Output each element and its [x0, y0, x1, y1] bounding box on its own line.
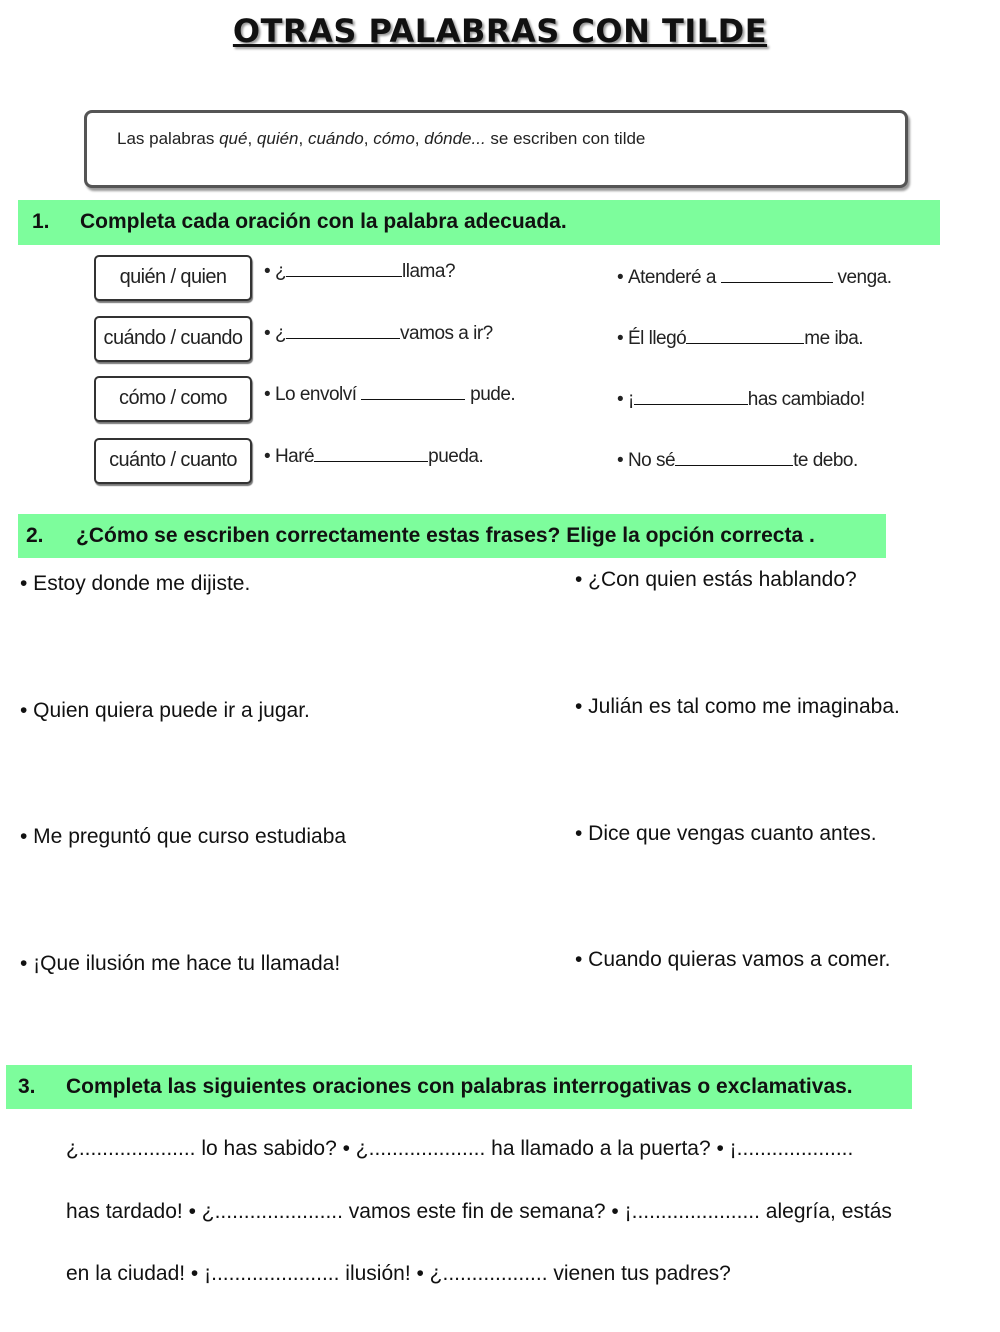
- section-3-heading: [6, 1065, 912, 1109]
- sentence-text: llama?: [402, 261, 456, 282]
- info-word: cómo: [373, 129, 415, 148]
- info-word: dónde: [424, 129, 472, 148]
- sentence-text: ¿: [274, 261, 287, 282]
- section-1-title: Completa cada oración con la palabra adecuada.: [80, 210, 567, 233]
- sentence-text: has cambiado!: [747, 389, 865, 410]
- option-box-quien: quién / quien: [94, 255, 252, 301]
- section-3-title: Completa las siguientes oraciones con palabras interrogativas o exclamativas.: [66, 1075, 853, 1098]
- sentence-right: [617, 447, 858, 472]
- phrase-right: • Cuando quieras vamos a comer.: [575, 948, 891, 971]
- option-box-cuando: cuándo / cuando: [94, 316, 252, 362]
- sentence-text: Atenderé a: [627, 267, 721, 288]
- bullet: •: [617, 450, 624, 471]
- info-ellipsis: ...: [471, 129, 486, 148]
- bullet: •: [264, 446, 271, 467]
- phrase-left: • ¡Que ilusión me hace tu llamada!: [20, 952, 341, 975]
- info-word: qué: [219, 129, 248, 148]
- bullet: •: [617, 389, 624, 410]
- info-text: [117, 129, 645, 149]
- answer-blank[interactable]: [361, 381, 465, 400]
- sentence-text: Lo envolví: [274, 384, 362, 405]
- sentence-text: pueda.: [428, 446, 484, 467]
- bullet: •: [264, 261, 271, 282]
- section-2-title: ¿Cómo se escriben correctamente estas frases? Elige la opción correcta .: [76, 524, 815, 547]
- answer-blank[interactable]: [721, 264, 833, 283]
- sentence-text: te debo.: [793, 450, 858, 471]
- bullet: •: [617, 267, 624, 288]
- bullet: •: [617, 328, 624, 349]
- phrase-left: • Estoy donde me dijiste.: [20, 572, 251, 595]
- sentence-right: [617, 325, 863, 350]
- option-box-como: cómo / como: [94, 376, 252, 422]
- info-word: cuándo: [307, 129, 364, 148]
- section-1-heading: [18, 200, 940, 245]
- info-word: quién: [256, 129, 299, 148]
- info-sep: ,: [298, 129, 308, 148]
- bullet: •: [264, 384, 271, 405]
- sentence-left: [264, 381, 515, 406]
- info-sep: ,: [363, 129, 374, 148]
- bullet: •: [264, 323, 271, 344]
- info-suffix: se escriben con tilde: [485, 129, 646, 148]
- section-1-number: 1.: [32, 210, 50, 233]
- exercise-line[interactable]: en la ciudad! • ¡...................... ilusión! • ¿.................. vienen tus padres?: [66, 1262, 731, 1285]
- sentence-left: [264, 258, 455, 283]
- section-2-number: 2.: [26, 524, 44, 547]
- phrase-left: • Me preguntó que curso estudiaba: [20, 825, 347, 848]
- sentence-text: Él llegó: [627, 328, 687, 349]
- sentence-left: [264, 320, 493, 345]
- answer-blank[interactable]: [286, 320, 400, 339]
- sentence-text: ¿: [274, 323, 287, 344]
- sentence-text: pude.: [465, 384, 516, 405]
- exercise-line[interactable]: has tardado! • ¿...................... vamos este fin de semana? • ¡...................... alegría, estás: [66, 1200, 892, 1223]
- phrase-left: • Quien quiera puede ir a jugar.: [20, 699, 310, 722]
- info-sep: ,: [247, 129, 257, 148]
- sentence-text: No sé: [627, 450, 676, 471]
- phrase-right: • Dice que vengas cuanto antes.: [575, 822, 877, 845]
- info-prefix: Las palabras: [117, 129, 220, 148]
- answer-blank[interactable]: [286, 258, 402, 277]
- section-2-heading: [18, 514, 886, 558]
- sentence-text: me iba.: [804, 328, 864, 349]
- answer-blank[interactable]: [686, 325, 804, 344]
- option-box-cuanto: cuánto / cuanto: [94, 438, 252, 484]
- section-3-number: 3.: [18, 1075, 36, 1098]
- answer-blank[interactable]: [675, 447, 793, 466]
- phrase-right: • Julián es tal como me imaginaba.: [575, 695, 900, 718]
- sentence-text: vamos a ir?: [400, 323, 493, 344]
- sentence-right: [617, 386, 865, 411]
- info-box: [84, 110, 908, 188]
- phrase-right: • ¿Con quien estás hablando?: [575, 568, 857, 591]
- info-sep: ,: [414, 129, 425, 148]
- sentence-left: [264, 443, 483, 468]
- sentence-text: Haré: [274, 446, 315, 467]
- page-title: OTRAS PALABRAS CON TILDE: [232, 12, 768, 50]
- answer-blank[interactable]: [314, 443, 428, 462]
- sentence-right: [617, 264, 892, 289]
- answer-blank[interactable]: [634, 386, 748, 405]
- sentence-text: ¡: [627, 389, 634, 410]
- exercise-line[interactable]: ¿.................... lo has sabido? • ¿.................... ha llamado a la puerta? • ¡....................: [66, 1137, 854, 1160]
- sentence-text: venga.: [832, 267, 892, 288]
